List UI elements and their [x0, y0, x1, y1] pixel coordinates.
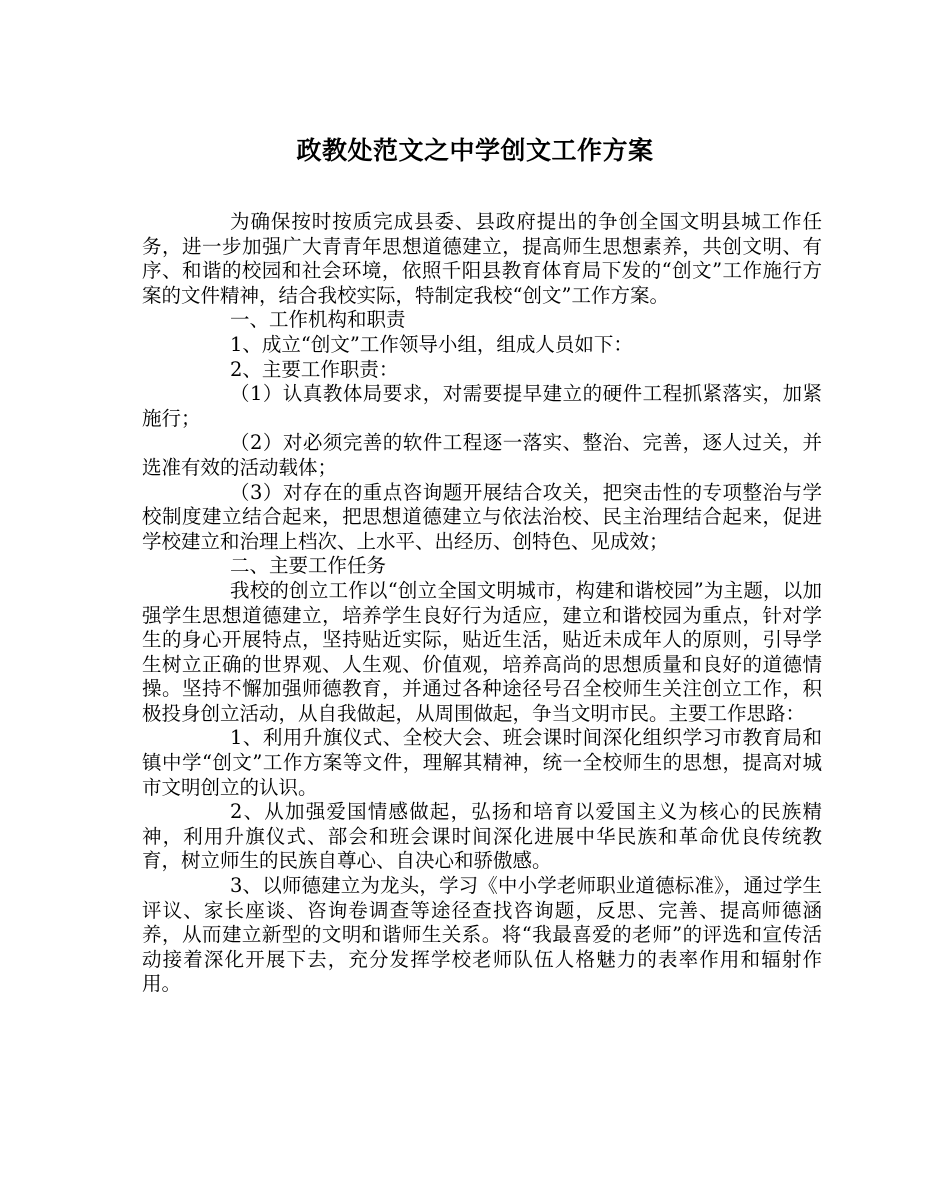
- paragraph-task-3: 3、以师德建立为龙头，学习《中小学老师职业道德标准》，通过学生评议、家长座谈、咨询卷调查等途径查找咨询题，反思、完善、提高师德涵养，从而建立新型的文明和谐师生关系。将“我最喜爱的老师”的评选和宣传活动接着深化开展下去，充分发挥学校老师队伍人格魅力的表率作用和辐射作用。: [142, 874, 822, 996]
- paragraph-tasks-intro: 我校的创立工作以“创立全国文明城市，构建和谐校园”为主题，以加强学生思想道德建立，培养学生良好行为适应，建立和谐校园为重点，针对学生的身心开展特点，坚持贴近实际，贴近生活，贴近未成年人的原则，引导学生树立正确的世界观、人生观、价值观，培养高尚的思想质量和良好的道德情操。坚持不懈加强师德教育，并通过各种途径号召全校师生关注创立工作，积极投身创立活动，从自我做起，从周围做起，争当文明市民。主要工作思路：: [142, 578, 822, 725]
- paragraph-item-1: 1、成立“创文”工作领导小组，组成人员如下：: [230, 332, 633, 356]
- paragraph-subitem-3: （3）对存在的重点咨询题开展结合攻关，把突击性的专项整治与学校制度建立结合起来，把思想道德建立与依法治校、民主治理结合起来，促进学校建立和治理上档次、上水平、出经历、创特色、见成效；: [142, 480, 822, 553]
- paragraph-task-1: 1、利用升旗仪式、全校大会、班会课时间深化组织学习市教育局和镇中学“创文”工作方案等文件，理解其精神，统一全校师生的思想，提高对城市文明创立的认识。: [142, 726, 822, 799]
- section-heading-1: 一、工作机构和职责: [230, 308, 406, 332]
- document-title: 政教处范文之中学创文工作方案: [296, 136, 654, 165]
- paragraph-task-2: 2、从加强爱国情感做起，弘扬和培育以爱国主义为核心的民族精神，利用升旗仪式、部会和班会课时间深化进展中华民族和革命优良传统教育，树立师生的民族自尊心、自决心和骄傲感。: [142, 800, 822, 873]
- paragraph-subitem-2: （2）对必须完善的软件工程逐一落实、整治、完善，逐人过关，并选准有效的活动载体；: [142, 431, 822, 479]
- paragraph-item-2: 2、主要工作职责：: [230, 357, 399, 381]
- section-heading-2: 二、主要工作任务: [230, 554, 387, 578]
- paragraph-intro: 为确保按时按质完成县委、县政府提出的争创全国文明县城工作任务，进一步加强广大青青年思想道德建立，提高师生思想素养，共创文明、有序、和谐的校园和社会环境，依照千阳县教育体育局下发的“创文”工作施行方案的文件精神，结合我校实际，特制定我校“创文”工作方案。: [142, 210, 822, 307]
- document-body: [142, 210, 822, 997]
- paragraph-subitem-1: （1）认真教体局要求，对需要提早建立的硬件工程抓紧落实，加紧施行；: [142, 382, 822, 430]
